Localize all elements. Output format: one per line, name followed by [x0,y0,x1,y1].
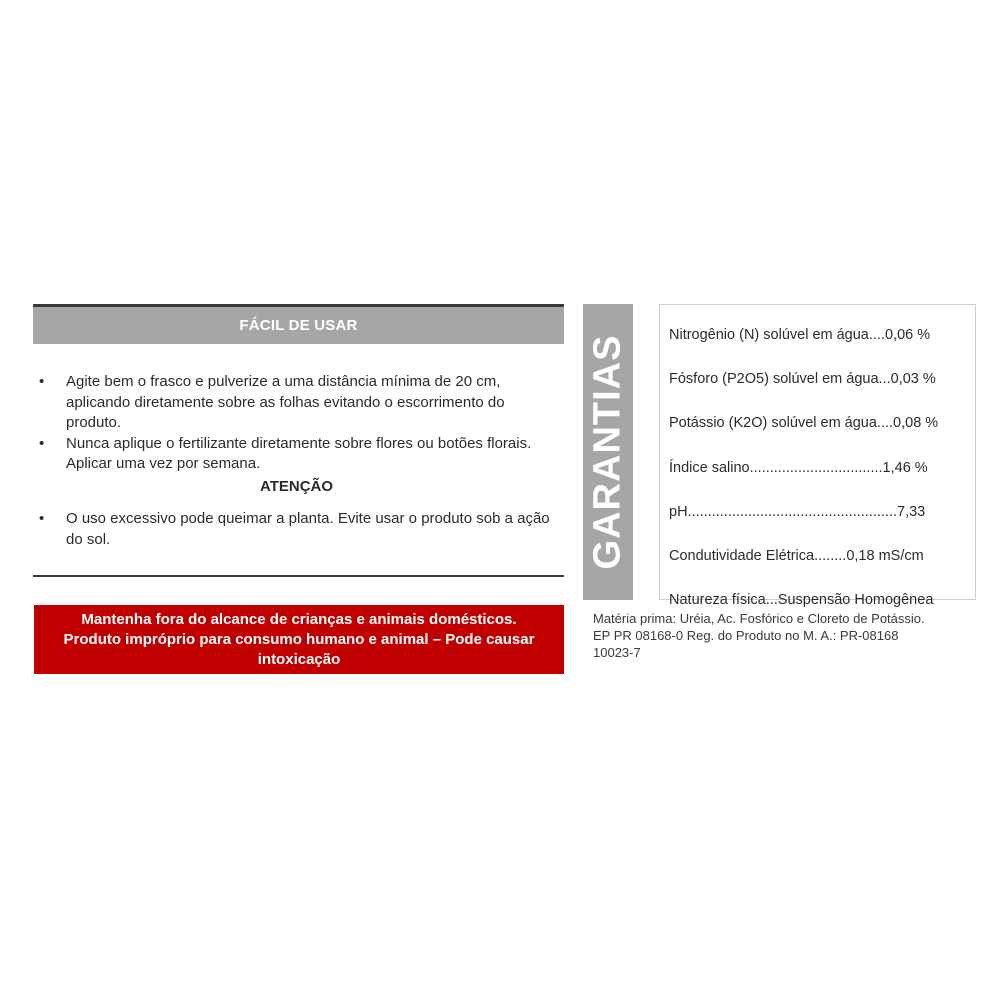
warning-line: Mantenha fora do alcance de crianças e animais domésticos. [81,610,517,628]
divider [33,575,564,577]
warning-box [34,605,564,674]
instruction-text: Agite bem o frasco e pulverize a uma distância mínima de 20 cm, aplicando diretamente sobre as folhas evitando o escorrimento do produto. [66,373,505,431]
guarantee-row-ph: pH....................................................7,33 [669,503,926,520]
guarantee-row-phosphorus: Fósforo (P2O5) solúvel em água...0,03 % [669,371,936,388]
warning-line: intoxicação [257,650,341,668]
warning-line: Produto impróprio para consumo humano e animal – Pode causar [63,630,535,648]
footer-line: Matéria prima: Uréia, Ac. Fosfórico e Cloreto de Potássio. [593,611,925,626]
guarantee-row-physical-nature: Natureza física...Suspensão Homogênea [669,592,934,609]
usage-title: FÁCIL DE USAR [239,317,358,334]
guarantee-row-potassium: Potássio (K2O) solúvel em água....0,08 % [669,415,939,432]
footer-line: EP PR 08168-0 Reg. do Produto no M. A.: PR-08168 [593,628,899,643]
footer-line: 10023-7 [593,645,641,660]
usage-instructions [33,344,564,550]
guarantees-table [659,304,976,609]
guarantees-side-label: GARANTIAS [586,334,629,570]
guarantee-row-nitrogen: Nitrogênio (N) solúvel em água....0,06 % [669,327,931,344]
list-item [37,434,556,475]
bullet-icon: • [39,373,45,390]
guarantee-row-conductivity: Condutividade Elétrica........0,18 mS/cm [669,548,924,565]
list-item [37,372,556,434]
attention-text: O uso excessivo pode queimar a planta. Evite usar o produto sob a ação do sol. [66,510,550,548]
usage-panel [33,304,564,550]
bullet-icon: • [39,510,45,527]
attention-heading: ATENÇÃO [259,477,334,495]
footer-note [593,610,925,661]
usage-header [33,304,564,344]
guarantees-side-band [583,304,633,600]
bullet-icon: • [39,434,45,452]
list-item [37,509,556,550]
guarantee-row-salt-index: Índice salino.................................1,46 % [669,459,928,476]
instruction-text: Nunca aplique o fertilizante diretamente sobre flores ou botões florais. Aplicar uma vez por semana. [66,434,532,472]
